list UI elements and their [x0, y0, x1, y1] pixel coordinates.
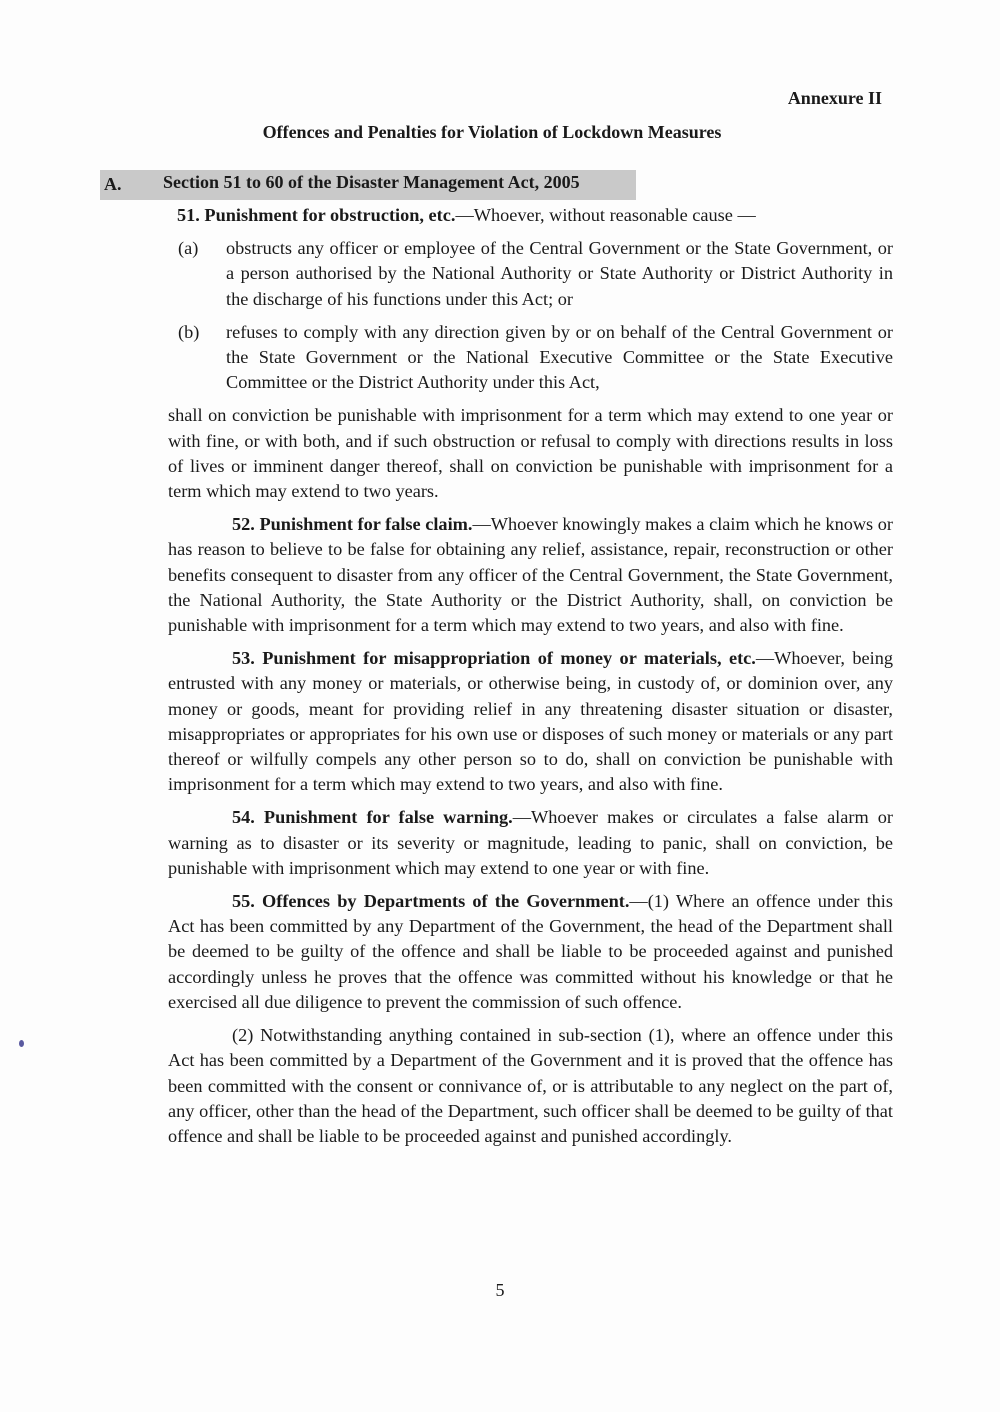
document-body [168, 203, 893, 1157]
section-52-heading: 52. Punishment for false claim. [232, 514, 473, 535]
clause-b-text: refuses to comply with any direction given by or on behalf of the Central Government or the State Government or the National Executive Committee or the State Executive Committee or the District Authority under this Act, [226, 321, 893, 393]
page-number: 5 [495, 1280, 505, 1300]
section-54-heading: 54. Punishment for false warning. [232, 807, 513, 828]
clause-b-label: (b) [178, 321, 200, 342]
annexure-label: Annexure II [787, 88, 882, 108]
section-54-text: —Whoever makes or circulates a false alarm or warning as to disaster or its severity or magnitude, leading to panic, shall on conviction, be punishable with imprisonment which may extend to one year or with fine. [168, 807, 893, 878]
section-51-intro [177, 203, 893, 228]
section-53-heading: 53. Punishment for misappropriation of money or materials, etc. [232, 648, 756, 669]
document-title: Offences and Penalties for Violation of Lockdown Measures [262, 122, 722, 142]
clause-a-label: (a) [178, 238, 199, 259]
section-51-heading: 51. Punishment for obstruction, etc. [177, 205, 456, 225]
section-title: Section 51 to 60 of the Disaster Management Act, 2005 [163, 172, 580, 192]
margin-ink-dot [19, 1040, 24, 1047]
section-55-sub-2: (2) Notwithstanding anything contained in sub-section (1), where an offence under this Act has been committed by a Department of the Government and it is proved that the offence has been committed with the consent or connivance of, or is attributable to any neglect on the part of, any officer, other than the head of the Department, such officer shall be deemed to be guilty of that offence and shall be liable to be proceeded against and punished accordingly. [168, 1025, 893, 1146]
section-55-text-1: —(1) Where an offence under this Act has been committed by any Department of the Government, the head of the Department shall be deemed to be guilty of the offence and shall be liable to be proceeded against and punished accordingly unless he proves that the offence was committed without his knowledge or that he exercised all due diligence to prevent the commission of such offence. [168, 891, 893, 1012]
section-51-penalty: shall on conviction be punishable with imprisonment for a term which may extend to one year or with fine, or with both, and if such obstruction or refusal to comply with directions results in loss of lives or imminent danger thereof, shall on conviction be punishable with imprisonment for a term which may extend to two years. [168, 405, 893, 502]
section-letter: A. [104, 174, 122, 194]
section-54 [168, 805, 893, 881]
section-53 [168, 646, 893, 797]
section-55-heading: 55. Offences by Departments of the Government. [232, 891, 630, 912]
clause-b [168, 320, 893, 396]
section-52-text: —Whoever knowingly makes a claim which he knows or has reason to believe to be false for obtaining any relief, assistance, repair, reconstruction or other benefits consequent to disaster from any officer of the Central Government, the State Government, the National Authority, the State Authority or the District Authority, shall, on conviction be punishable with imprisonment for a term which may extend to two years, and also with fine. [168, 514, 893, 636]
clause-a [168, 236, 893, 312]
clause-a-text: obstructs any officer or employee of the Central Government or the State Government, or a person authorised by the National Authority or State Authority or District Authority in the discharge of his functions under this Act; or [226, 238, 893, 309]
section-55-sub-1 [168, 889, 893, 1015]
section-53-text: —Whoever, being entrusted with any money or materials, or otherwise being, in custody of, or dominion over, any money or goods, meant for providing relief in any threatening disaster situation or disaster, misappropriates or appropriates for his own use or disposes of such money or materials or any part thereof or wilfully compels any other person so to do, shall on conviction be punishable with imprisonment for a term which may extend to two years, and also with fine. [168, 648, 893, 795]
section-51-intro-text: —Whoever, without reasonable cause — [455, 205, 756, 225]
section-52 [168, 512, 893, 638]
